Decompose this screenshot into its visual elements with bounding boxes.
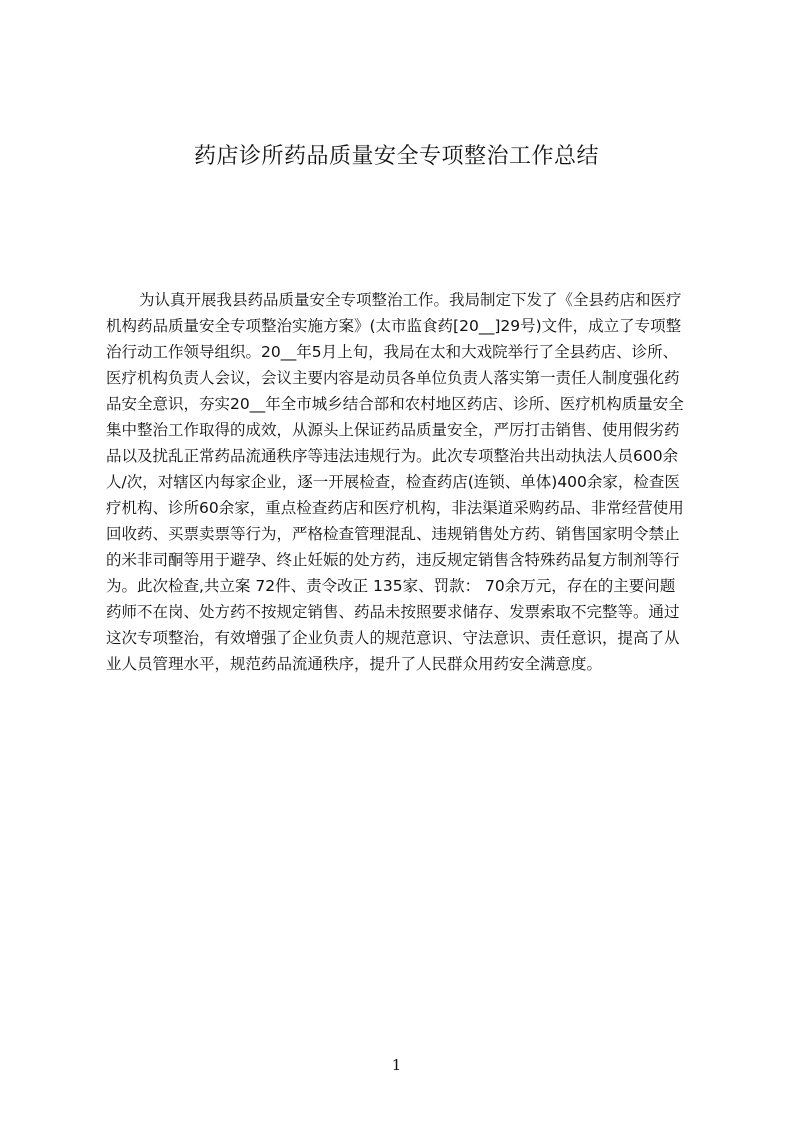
body-line: 这次专项整治，有效增强了企业负责人的规范意识、守法意识、责任意识，提高了从 [106,629,680,647]
body-line: 集中整治工作取得的成效，从源头上保证药品质量安全，严厉打击销售、使用假劣药 [106,421,680,439]
body-line: 回收药、买票卖票等行为，严格检查管理混乱、违规销售处方药、销售国家明令禁止 [106,525,680,543]
body-line: 治行动工作领导组织。20__年5月上旬，我局在太和大戏院举行了全县药店、诊所、 [106,343,679,361]
body-line: 为认真开展我县药品质量安全专项整治工作。我局制定下发了《全县药店和医疗 [139,291,682,309]
body-line: 业人员管理水平，规范药品流通秩序，提升了人民群众用药安全满意度。 [106,655,603,673]
body-line: 药师不在岗、处方药不按规定销售、药品未按照要求储存、发票索取不完整等。通过 [106,603,680,621]
body-line: 医疗机构负责人会议，会议主要内容是动员各单位负责人落实第一责任人制度强化药 [106,369,680,387]
document-title: 药店诊所药品质量安全专项整治工作总结 [193,144,599,169]
body-line: 的米非司酮等用于避孕、终止妊娠的处方药，违反规定销售含特殊药品复方制剂等行 [106,551,680,569]
page-number: 1 [391,1056,402,1074]
body-line: 机构药品质量安全专项整治实施方案》(太市监食药[20__]29号)文件，成立了专项整 [106,317,682,335]
body-line: 品安全意识，夯实20__年全市城乡结合部和农村地区药店、诊所、医疗机构质量安全 [106,395,684,413]
body-line: 为。此次检查,共立案 72件、责令改正 135家、罚款： 70余万元，存在的主要问题 [106,577,676,595]
body-line: 品以及扰乱正常药品流通秩序等违法违规行为。此次专项整治共出动执法人员600余 [106,447,679,465]
body-line: 人/次，对辖区内每家企业，逐一开展检查，检查药店(连锁、单体)400余家，检查医 [106,473,680,491]
body-line: 疗机构、诊所60余家，重点检查药店和医疗机构，非法渠道采购药品、非常经营使用 [106,499,684,517]
